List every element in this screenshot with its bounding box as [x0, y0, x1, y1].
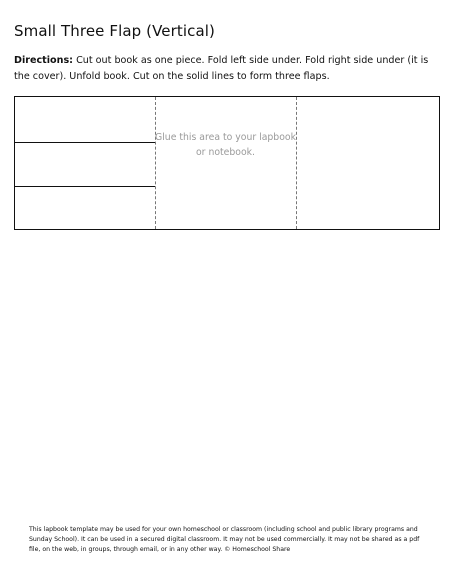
cut-line-top [15, 142, 155, 143]
copyright-notice: This lapbook template may be used for your own homeschool or classroom (including school and public library programs and Sunday School). It can be used in a secured digital classroom. It may not be used commercially. It may not be shared as a pdf file, on the web, in groups, through email, or in any other way. © Homeschool Share [29, 526, 420, 553]
directions-text: Cut out book as one piece. Fold left side under. Fold right side under (it is the cover). Unfold book. Cut on the solid lines to form three flaps. [14, 55, 429, 82]
cut-line-bottom [15, 186, 155, 187]
glue-area-text: Glue this area to your lapbook or notebook. [155, 132, 296, 158]
page-title: Small Three Flap (Vertical) [14, 22, 215, 40]
directions-paragraph [14, 53, 436, 85]
fold-line-left [155, 97, 156, 229]
directions-label: Directions: [14, 55, 74, 66]
fold-line-right [296, 97, 297, 229]
three-flap-template [14, 96, 440, 230]
